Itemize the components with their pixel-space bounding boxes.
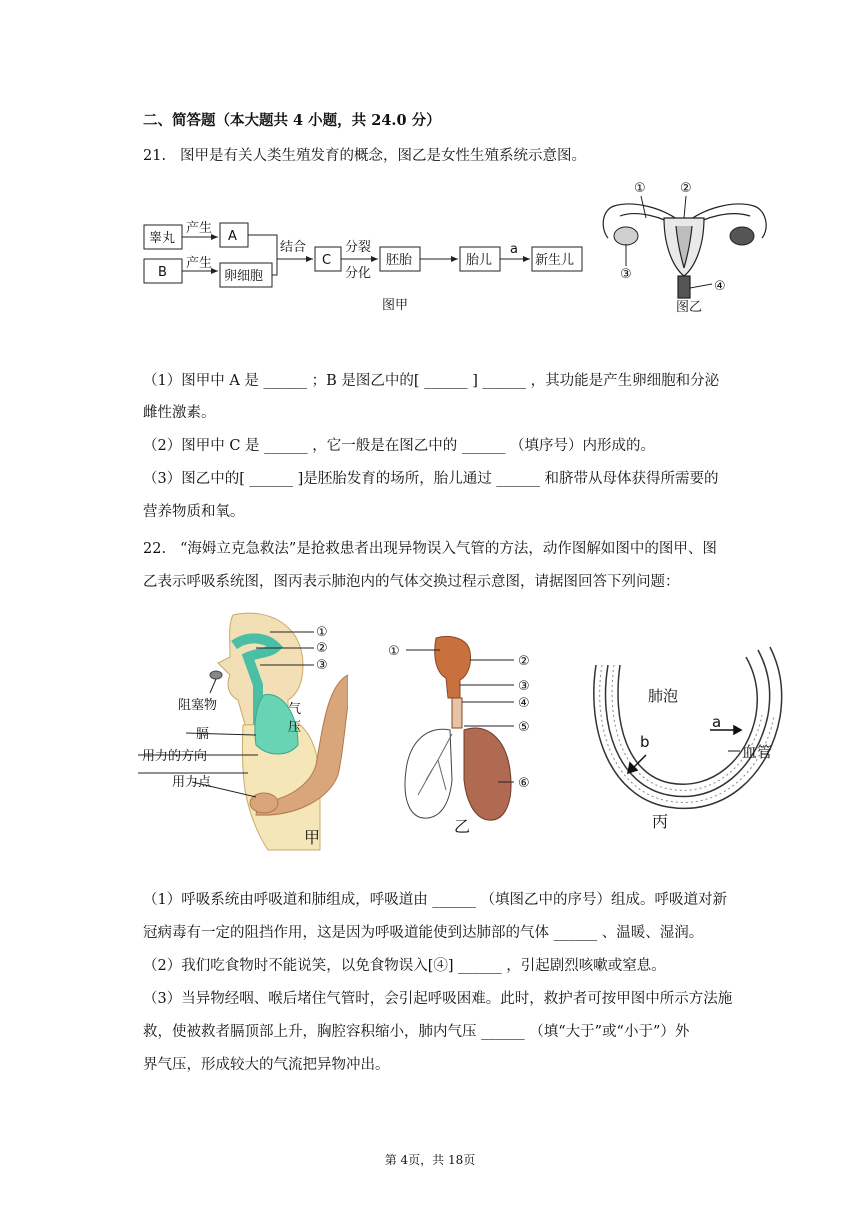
q21-sub2: （2）图甲中 C 是 ______ ，它一般是在图乙中的 ______ （填序号）内形成的。 xyxy=(143,438,655,454)
jia-n1: ① xyxy=(316,625,328,640)
heimlich-diagram xyxy=(138,605,348,855)
yi-n1: ① xyxy=(634,181,646,196)
label-force-direction: 用力的方向 xyxy=(142,749,208,764)
q21-concept-map xyxy=(140,205,590,320)
label-qi: 气 xyxy=(288,702,302,717)
label-divide: 分裂 xyxy=(345,240,372,255)
page-footer: 第 4页，共 18页 xyxy=(384,1153,476,1167)
box-testis: 睾丸 xyxy=(149,231,176,246)
label-combine: 结合 xyxy=(280,240,307,255)
yi22-n4: ④ xyxy=(518,696,530,711)
q21-sub1-line1: （1）图甲中 A 是 ______ ；B 是图乙中的[ ______ ] ______ ，其功能是产生卵细胞和分泌 xyxy=(143,373,720,389)
caption-bing: 丙 xyxy=(652,812,669,831)
jia-n2: ② xyxy=(316,641,328,656)
label-differentiate: 分化 xyxy=(345,266,372,281)
q21-sub1-line2: 雌性激素。 xyxy=(143,405,216,421)
q22-sub1-line1: （1）呼吸系统由呼吸道和肺组成，呼吸道由 ______ （填图乙中的序号）组成。呼吸道对新 xyxy=(143,892,727,908)
q22-number: 22. xyxy=(143,541,167,557)
box-embryo: 胚胎 xyxy=(386,253,413,268)
box-B: B xyxy=(158,265,167,280)
box-C: C xyxy=(322,253,332,268)
label-a: a xyxy=(510,242,518,257)
box-newborn: 新生儿 xyxy=(535,253,575,268)
label-produce-1: 产生 xyxy=(186,221,213,236)
label-diaphragm: 膈 xyxy=(196,727,210,742)
yi22-n2: ② xyxy=(518,654,530,669)
q21-sub3-line1: （3）图乙中的[ ______ ]是胚胎发育的场所，胎儿通过 ______ 和脐带从母体获得所需要的 xyxy=(143,471,719,487)
yi-n2: ② xyxy=(680,181,692,196)
yi22-n3: ③ xyxy=(518,679,530,694)
label-force-point: 用力点 xyxy=(172,775,212,790)
alveolus-gas-exchange-diagram xyxy=(588,635,788,835)
box-A: A xyxy=(228,229,237,244)
section-header: 二、简答题（本大题共 4 小题，共 24.0 分） xyxy=(143,112,441,129)
q22-sub1-line2: 冠病毒有一定的阻挡作用，这是因为呼吸道能使到达肺部的气体 ______ 、温暖、湿润。 xyxy=(143,925,704,941)
q22-sub2: （2）我们吃食物时不能说笑，以免食物误入[④] ______ ，引起剧烈咳嗽或窒息。 xyxy=(143,958,666,974)
label-produce-2: 产生 xyxy=(186,256,213,271)
q21-number: 21. xyxy=(143,148,167,164)
yi-n4: ④ xyxy=(714,279,726,294)
yi22-n6: ⑥ xyxy=(518,776,530,791)
label-blockage: 阻塞物 xyxy=(178,698,218,713)
q22-sub3-line3: 界气压，形成较大的气流把异物冲出。 xyxy=(143,1057,390,1073)
jia-n3: ③ xyxy=(316,658,328,673)
caption-yi-22: 乙 xyxy=(454,817,471,836)
box-egg: 卵细胞 xyxy=(224,269,264,284)
caption-jia: 图甲 xyxy=(382,298,409,313)
label-alveolus: 肺泡 xyxy=(648,687,679,705)
label-vessel: 血管 xyxy=(742,743,773,761)
caption-yi: 图乙 xyxy=(676,300,703,315)
label-ya: 压 xyxy=(288,720,302,735)
yi22-n5: ⑤ xyxy=(518,720,530,735)
respiratory-system-diagram xyxy=(388,630,563,840)
q22-stem-line2: 乙表示呼吸系统图，图丙表示肺泡内的气体交换过程示意图，请据图回答下列问题： xyxy=(143,574,680,590)
q21-stem: 图甲是有关人类生殖发育的概念，图乙是女性生殖系统示意图。 xyxy=(180,148,586,164)
q22-sub3-line2: 救，使被救者膈顶部上升，胸腔容积缩小，肺内气压 ______ （填“大于”或“小于”）外 xyxy=(143,1024,690,1040)
female-reproductive-diagram xyxy=(594,178,784,318)
q21-sub3-line2: 营养物质和氧。 xyxy=(143,504,245,520)
label-bing-a: a xyxy=(712,713,722,731)
yi-n3: ③ xyxy=(620,267,632,282)
label-bing-b: b xyxy=(640,733,650,751)
q22-stem-line1: “海姆立克急救法”是抢救患者出现异物误入气管的方法，动作图解如图中的图甲、图 xyxy=(180,541,717,557)
q22-sub3-line1: （3）当异物经咽、喉后堵住气管时，会引起呼吸困难。此时，救护者可按甲图中所示方法施 xyxy=(143,991,733,1007)
box-fetus: 胎儿 xyxy=(466,253,493,268)
caption-jia-22: 甲 xyxy=(304,828,321,847)
yi22-n1: ① xyxy=(388,644,400,659)
